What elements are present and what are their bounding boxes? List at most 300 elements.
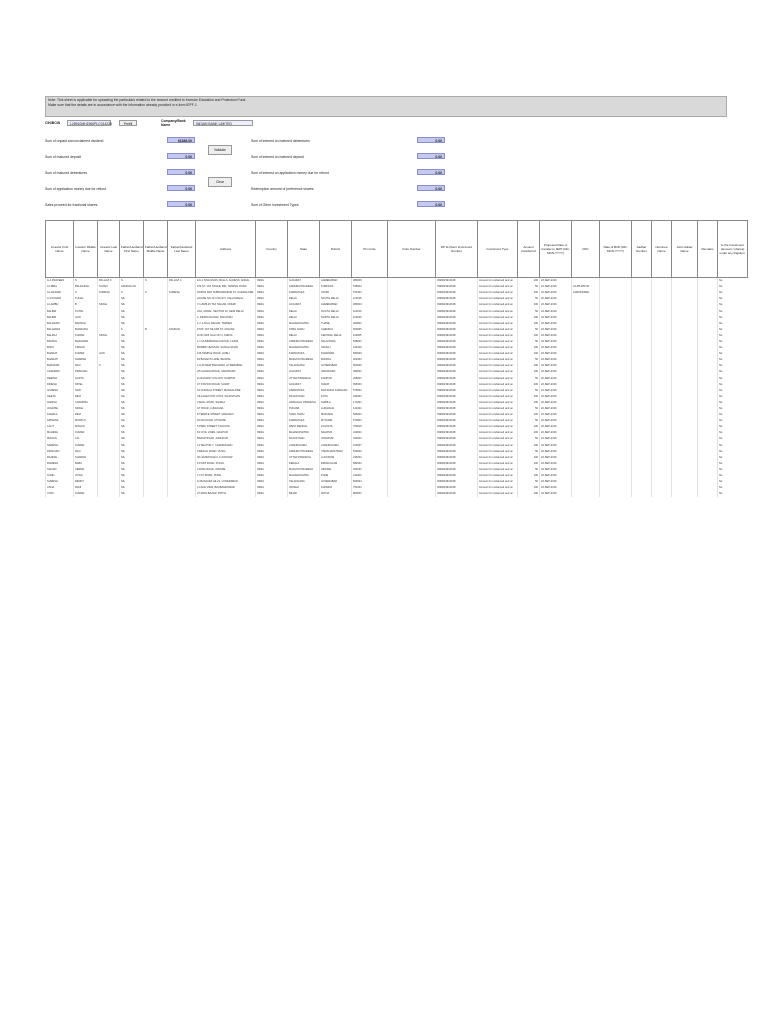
table-cell: 22-SEP-2016 [540,278,572,285]
table-cell: 575001 [352,388,388,394]
table-cell: IN30023910018 [436,339,478,345]
table-cell: USHA [46,485,74,491]
table-cell: 125 TEMPLE ROAD, HUBLI [196,351,256,357]
table-cell: IN30023910018 [436,430,478,436]
table-cell: INDIA [256,424,288,430]
table-cell: No [718,406,748,412]
table-cell: 100 [518,473,540,479]
table-cell: 22-SEP-2016 [540,351,572,357]
table-cell: 411004 [352,473,388,479]
table-cell: 110005 [352,333,388,339]
table-cell: IN30023910018 [436,467,478,473]
table-cell: MAHESH [46,430,74,436]
table-cell [672,278,698,285]
table-cell: NIL [120,485,144,491]
table-cell: IN30023910018 [436,351,478,357]
table-cell: KARNATAKA [288,388,320,394]
table-cell: KISHAN [74,345,98,351]
column-header: Amount transferred [518,221,540,278]
table-cell: VADODARA [320,369,352,375]
table-cell: TAMIL NADU [288,327,320,333]
note-line-2: Make sure that the details are in accordance with the information already provided in e-form IEPF-1 [48,103,197,107]
table-cell: 22-SEP-2016 [540,357,572,363]
table-cell: 682001 [352,461,388,467]
table-cell [672,491,698,497]
table-cell: 12 CHURCH STREET, MANGALORE [196,388,256,394]
table-cell: Amount for unclaimed and un [478,296,518,302]
table-cell: 5 PARK STREET, KOLKATA [196,424,256,430]
table-cell: No [718,491,748,497]
table-cell: No [718,418,748,424]
table-cell: IN30023910018 [436,296,478,302]
table-cell: MURTHY [74,418,98,424]
table-cell: PUNE [320,473,352,479]
table-cell: IN30023910018 [436,388,478,394]
table-cell: No [718,369,748,375]
table-cell: MOHAN [74,424,98,430]
column-header: Folio Number [388,221,436,278]
summary-right-3: Redemption amount of preference shares [251,186,314,191]
table-cell: 100 [518,315,540,321]
table-cell: JAIN [74,315,98,321]
table-cell: AAJPL9817M [572,284,600,290]
table-cell: K [98,363,120,369]
table-cell: TELANGANA [288,363,320,369]
table-cell: No [718,351,748,357]
table-cell: INDIA [256,449,288,455]
table-cell: 22-SEP-2016 [540,327,572,333]
table-cell: 440001 [352,430,388,436]
table-cell: 1-1 GUMMADIDALA ROAD, LAXMI [196,339,256,345]
table-cell: 22-SEP-2016 [540,424,572,430]
table-cell: INDIA [256,357,288,363]
table-cell: 100 [518,369,540,375]
table-cell: DHARWAD [320,351,352,357]
table-cell: NIL [120,455,144,461]
table-cell: BOMBAY BAZAAR, SANGLI ROAD [196,345,256,351]
table-cell: 100 [518,412,540,418]
table-cell: INDIA [256,467,288,473]
table-cell: 390001 [352,369,388,375]
table-cell: IN30023910018 [436,443,478,449]
table-cell: 50 [518,449,540,455]
table-cell: 700016 [352,424,388,430]
column-header: Investor First Name [46,221,74,278]
table-cell: KERALA [288,461,320,467]
table-cell: Amount for unclaimed and un [478,394,518,400]
table-cell: JAIN [98,351,120,357]
table-cell: Amount for unclaimed and un [478,345,518,351]
table-cell: 22-SEP-2016 [540,436,572,442]
table-cell: SANJAY [46,467,74,473]
table-cell: 100 [518,321,540,327]
table-cell: CHANDIGARH [320,443,352,449]
table-cell: SURESH [46,479,74,485]
table-cell: BHOPAL [320,357,352,363]
table-cell: SHARMA [74,455,98,461]
table-cell: BHARATI [46,357,74,363]
table-cell: No [718,327,748,333]
table-cell: 22-SEP-2016 [540,406,572,412]
table-cell: 22-SEP-2016 [540,369,572,375]
summary-left-2: Sum of matured debentures [45,170,88,175]
summary-left-2-value: 0.00 [167,169,195,175]
table-cell: 395003 [352,382,388,388]
table-cell: No [718,436,748,442]
table-cell: NIL [120,351,144,357]
table-cell: PRAKASH [46,449,74,455]
table-cell: No [718,400,748,406]
table-cell: 226001 [352,455,388,461]
table-cell: 110020 [352,315,388,321]
table-cell: SURESH [98,290,120,296]
table-cell: NIL [120,363,144,369]
table-cell: 22-SEP-2016 [540,449,572,455]
summary-right-3-value: 0.00 [417,185,445,191]
table-cell: NIL [120,394,144,400]
column-header: Date of Birth (DD-MON-YYYY) [600,221,632,278]
table-cell: IN30023910018 [436,491,478,497]
column-header: Father/Husband Last Name [168,221,196,278]
company-name-input[interactable]: INDIAN BANK LIMITED [193,120,253,126]
company-row [45,119,727,127]
table-cell: 22-SEP-2016 [540,363,572,369]
table-cell: LUCKNOW [320,455,352,461]
table-cell: GUJARAT [288,369,320,375]
table-cell: No [718,290,748,296]
table-cell: INDIA [256,339,288,345]
table-cell: S [144,278,168,285]
table-cell: IN30023910018 [436,418,478,424]
table-cell: BALARAM [46,321,74,327]
cin-input[interactable]: L28910MH1960PLC014236 [67,120,111,126]
table-cell: INDIA [256,436,288,442]
table-cell: NAGPUR [320,430,352,436]
table-cell: TUHAL [74,296,98,302]
table-cell: Amount for unclaimed and un [478,321,518,327]
table-cell: No [718,412,748,418]
table-cell: DELHI [288,296,320,302]
table-cell: 518002 [352,284,388,290]
table-cell: 4 LAKE VIEW, BHUBANESWAR [196,485,256,491]
table-cell: CHANDRA [46,369,74,375]
table-cell: IN30023910018 [436,369,478,375]
table-cell: KARNATAKA [288,351,320,357]
table-body [46,278,748,498]
table-cell: 50 [518,467,540,473]
table-cell [388,491,436,497]
table-cell: 50 [518,418,540,424]
table-cell: 22-SEP-2016 [540,284,572,290]
table-cell: INDIA [256,406,288,412]
table-cell: NIL [120,436,144,442]
table-cell: KARNATAKA [288,418,320,424]
table-cell: Amount for unclaimed and un [478,473,518,479]
table-cell: NAIK [74,388,98,394]
table-cell: NIL [120,443,144,449]
table-cell: Amount for unclaimed and un [478,436,518,442]
column-header: Investment Type [478,221,518,278]
table-cell: PUNJAB [288,406,320,412]
table-cell: SHIMLA [320,400,352,406]
table-cell: ANDHRA PRADESH [288,339,320,345]
table-cell: NIL [120,461,144,467]
table-cell: INDIA [256,394,288,400]
table-cell: IN30023910018 [436,363,478,369]
table-cell: IN30023910018 [436,449,478,455]
summary-section [45,133,727,213]
table-cell: 22-SEP-2016 [540,394,572,400]
table-cell: Amount for unclaimed and un [478,388,518,394]
table-cell: BHASKAR [46,363,74,369]
table-cell: NIL [120,321,144,327]
table-cell: 508001 [352,339,388,345]
table-cell: No [718,296,748,302]
table-header [46,221,748,278]
table-cell: RANI [74,485,98,491]
table-cell: IN30023910018 [436,357,478,363]
table-cell [600,278,632,285]
table-cell: 11 BANJARA HILLS, HYDERABAD [196,479,256,485]
table-cell: 22-SEP-2016 [540,339,572,345]
table-cell: S [120,278,144,285]
summary-left-3: Sum of application money due for refund [45,186,107,191]
table-cell: INDIA [256,296,288,302]
table-cell: Amount for unclaimed and un [478,363,518,369]
table-cell: INDIA [256,388,288,394]
table-cell: NIL [120,315,144,321]
table-cell: Amount for unclaimed and un [478,284,518,290]
table-cell: VILLAGE POST KOTA, RAJASTHAN [196,394,256,400]
table-cell: KANPUR [320,376,352,382]
summary-right-0-value: 0.00 [417,137,445,143]
table-cell: No [718,315,748,321]
table-cell: GUJARAT [288,302,320,308]
table-cell: ANDHRA PRADESH [288,284,320,290]
table-cell: 22-SEP-2016 [540,461,572,467]
table-cell: A.LIBRA [46,284,74,290]
table-cell: No [718,443,748,449]
table-cell: IN30023910018 [436,461,478,467]
summary-right-2: Sum of interest on application money due for refund [251,170,329,175]
table-cell: IN30023910018 [436,333,478,339]
table-cell: NIL [120,388,144,394]
table-cell: MADURAI [320,412,352,418]
table-cell [698,491,718,497]
table-cell: Amount for unclaimed and un [478,443,518,449]
table-cell: MAHARASHTRA [288,430,320,436]
table-cell: Amount for unclaimed and un [478,290,518,296]
table-cell: 50 [518,327,540,333]
table-cell: 22-SEP-2016 [540,345,572,351]
table-cell: No [718,382,748,388]
table-cell: IN30023910018 [436,302,478,308]
table-cell: 22-SEP-2016 [540,388,572,394]
table-cell: INDIA [256,443,288,449]
table-cell: NALGONDA [320,339,352,345]
table-cell: UTTAR PRADESH [288,376,320,382]
table-cell: 30 HAZRATGANJ, LUCKNOW [196,455,256,461]
table-cell: NIL [120,369,144,375]
table-cell: #4 BASANTI LANE, BHOPAL [196,357,256,363]
table-cell: No [718,394,748,400]
summary-left-1: Sum of matured deposit [45,154,81,159]
table-cell: GEETA [46,394,74,400]
table-cell: GUPTA [74,376,98,382]
table-cell: PATNA [320,491,352,497]
table-cell: IN30023910018 [436,485,478,491]
table-cell [98,491,120,497]
table-cell: RAJASTHAN [288,436,320,442]
table-cell: PATEL [74,382,98,388]
table-cell: INDIA [256,321,288,327]
table-cell: Amount for unclaimed and un [478,485,518,491]
table-cell: KOLKATA [320,424,352,430]
table-cell: Amount for unclaimed and un [478,455,518,461]
table-cell: No [718,284,748,290]
table-cell: NIL [120,382,144,388]
table-cell: 22-SEP-2016 [540,412,572,418]
table-cell: ERNAKULAM [320,461,352,467]
table-cell: 462001 [352,357,388,363]
table-cell: BALBIR [46,308,74,314]
table-cell: 7-1-84/B-16 TAX NAGAR, DOHRI [196,302,256,308]
table-cell: Amount for unclaimed and un [478,376,518,382]
table-cell: 50 [518,357,540,363]
table-cell: 17 FC ROAD, PUNE [196,473,256,479]
table-cell: 22-SEP-2016 [540,308,572,314]
table-cell: SUJAN [98,284,120,290]
table-cell: No [718,308,748,314]
table-cell: 100 [518,461,540,467]
table-cell: 100 [518,345,540,351]
table-cell [168,491,196,497]
table-cell: HARISH [46,400,74,406]
table-cell: No [718,376,748,382]
table-cell: Amount for unclaimed and un [478,333,518,339]
table-cell: SINGH [74,406,98,412]
table-cell: NIL [120,491,144,497]
table-cell: H.NO 94/5 GALI NO 3, KAROL [196,333,256,339]
table-cell: INDIA [256,455,288,461]
table-cell: S [74,278,98,285]
table-cell: Amount for unclaimed and un [478,406,518,412]
table-cell: 22-SEP-2016 [540,455,572,461]
table-cell: IN30023910018 [436,284,478,290]
table-cell: INDIA [256,412,288,418]
table-cell: 9 BEACH ROAD, VIZAG [196,449,256,455]
table-cell: KURNOOL [320,284,352,290]
column-header: Proposed Date of transfer to IEPF (DD-MON-YYYY) [540,221,572,278]
table-cell [652,278,672,285]
table-cell: NIL [120,473,144,479]
column-header: Is the Investment (amount / shares) under any litigation. [718,221,748,278]
table-cell: Amount for unclaimed and un [478,479,518,485]
table-cell: 3 MALL ROAD, SHIMLA [196,400,256,406]
table-cell: 22 MG ROAD, MYSORE [196,418,256,424]
table-cell: 1/A-1 SIVA NIVAS, BULLS, AGNESS, ANNAL [196,278,256,285]
table-cell: Amount for unclaimed and un [478,278,518,285]
table-cell: IN30023910018 [436,321,478,327]
table-cell: 141001 [352,406,388,412]
summary-left-4: Sales proceed for fractional shares [45,202,98,207]
table-cell: No [718,467,748,473]
table-cell: Amount for unclaimed and un [478,449,518,455]
table-cell: 50 [518,284,540,290]
table-cell: No [718,278,748,285]
column-header: Investor Middle Name [74,221,98,278]
table-cell: TAMIL NADU [288,412,320,418]
table-cell: PALLAVI C [98,278,120,285]
table-cell: WEST BENGAL [288,424,320,430]
table-cell: NIL [120,296,144,302]
column-header: Address [196,221,256,278]
table-cell: NARESH [46,443,74,449]
table-cell: DEVI [74,394,98,400]
table-cell: BAZAR ROAD, JODHPUR [196,436,256,442]
table-cell: NIL [120,430,144,436]
clear-button[interactable]: Clear [208,177,232,187]
table-cell: INDIA [256,333,288,339]
table-cell: 110010 [352,308,388,314]
table-cell: INDIA [256,461,288,467]
table-cell: SOUTH DELHI [320,308,352,314]
column-header: Country [256,221,288,278]
prefill-button[interactable]: Prefill [119,120,137,126]
table-cell: INDIA [256,345,288,351]
table-cell: A.V.KUMAR [46,296,74,302]
table-cell: 208001 [352,376,388,382]
table-cell [572,491,600,497]
table-cell: Amount for unclaimed and un [478,418,518,424]
table-cell: Amount for unclaimed and un [478,369,518,375]
table-cell: No [718,479,748,485]
table-cell: NIL [120,357,144,363]
table-cell: Amount for unclaimed and un [478,351,518,357]
summary-right-4-value: 0.00 [417,201,445,207]
table-cell: AHMEDABAD [320,302,352,308]
table-cell [652,491,672,497]
table-cell: 100 [518,443,540,449]
table-cell: 47 STATION ROAD, SURAT [196,382,256,388]
table-cell: RAJESH [46,455,74,461]
table-cell: DELHI [288,308,320,314]
table-cell: VIJAY [46,491,74,497]
table-cell: 416416 [352,345,388,351]
table-cell: INDIA [256,430,288,436]
table-cell: KAMALA [46,412,74,418]
validate-button[interactable]: Validate [208,145,232,155]
cin-label: CIN/BCIN [45,121,61,125]
table-cell: ANDHRA PRADESH [288,449,320,455]
table-cell: RAMESH [46,461,74,467]
table-cell: UDUPI [320,290,352,296]
table-cell: IN30023910018 [436,315,478,321]
summary-right-0: Sum of interest on matured debentures [251,138,310,143]
table-cell: RAJASTHAN [288,394,320,400]
table-cell: TELANGANA [288,479,320,485]
table-cell: AJMPK2096G [572,290,600,296]
table-cell: 22-SEP-2016 [540,418,572,424]
table-cell: BAPU [46,345,74,351]
table-cell: 22-SEP-2016 [540,400,572,406]
table-cell: 100 [518,455,540,461]
table-cell: BADSALI [74,321,98,327]
table-cell: 22-SEP-2016 [540,485,572,491]
iepf-sheet [45,96,746,496]
table-cell: 22-SEP-2016 [540,315,572,321]
table-cell: MAHARASHTRA [288,345,320,351]
